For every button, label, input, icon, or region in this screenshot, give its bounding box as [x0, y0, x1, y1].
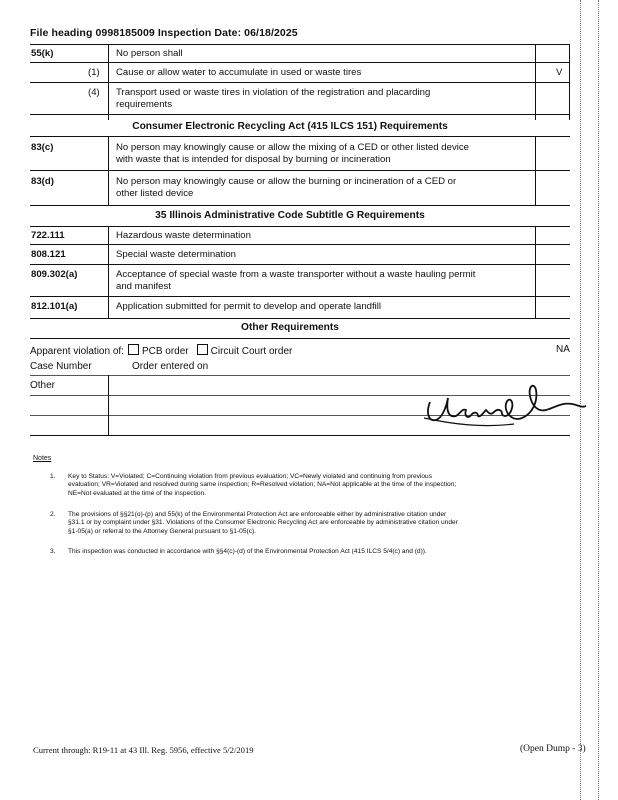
note-line: §31.1 or by complaint under §31. Violations of the Consumer Electronic Recycling Act are enforceable by administrative citation under — [68, 519, 458, 527]
row-text: Cause or allow water to accumulate in used or waste tires — [116, 67, 362, 78]
note-number: 1. — [50, 473, 56, 480]
section-title-ced: Consumer Electronic Recycling Act (415 ILCS 151) Requirements — [132, 121, 448, 132]
rule — [30, 244, 570, 245]
note-line: Key to Status: V=Violated; C=Continuing violation from previous evaluation; VC=Newly violated and continuing from previous — [68, 473, 433, 480]
col-divider — [108, 226, 109, 318]
inspector-signature — [422, 372, 592, 434]
col-divider — [108, 44, 109, 120]
row-text: Application submitted for permit to develop and operate landfill — [116, 301, 382, 312]
note-line: This inspection was conducted in accordance with §§4(c)-(d) of the Environmental Protection Act (415 ILCS 5/4(c) and (d)). — [68, 548, 427, 555]
note-number: 3. — [50, 548, 56, 555]
pcb-order-checkbox[interactable] — [128, 344, 139, 355]
rule — [30, 170, 570, 171]
apparent-violation-label: Apparent violation of: — [30, 346, 124, 357]
other-label: Other — [30, 380, 56, 391]
rule — [30, 318, 570, 319]
row-text: with waste that is intended for disposal by burning or incineration — [116, 154, 391, 165]
section-title-other: Other Requirements — [241, 322, 339, 333]
note-line: NE=Not evaluated at the time of the inspection. — [68, 489, 207, 497]
code-808-121: 808.121 — [31, 249, 66, 260]
rule — [30, 62, 570, 63]
col-divider — [108, 136, 109, 206]
note-number: 2. — [50, 511, 56, 518]
sub-code: (4) — [88, 87, 100, 98]
code-812-101a: 812.101(a) — [31, 301, 78, 312]
rule — [30, 82, 570, 83]
row-text: Transport used or waste tires in violation of the registration and placarding — [116, 87, 431, 98]
code-55k: 55(k) — [31, 48, 54, 59]
circuit-court-label: Circuit Court order — [210, 346, 293, 357]
na-label: NA — [556, 344, 570, 355]
note-line: §1-05(a) or referral to the Attorney General pursuant to §1-05(c). — [68, 527, 257, 535]
rule — [30, 44, 570, 45]
case-number-label: Case Number — [30, 361, 92, 372]
note-line: evaluation; VR=Violated and resolved during same inspection; R=Resolved violation; NA=Not applicable at the time of the inspection; — [68, 481, 457, 489]
col-divider — [535, 136, 536, 206]
col-divider — [535, 44, 536, 120]
rule — [30, 435, 570, 436]
code-809-302a: 809.302(a) — [31, 269, 78, 280]
note-text — [68, 548, 568, 556]
notes-heading: Notes — [33, 455, 52, 462]
section-title-iac: 35 Illinois Administrative Code Subtitle G Requirements — [155, 210, 425, 221]
code-83c: 83(c) — [31, 142, 54, 153]
note-text — [68, 511, 568, 536]
col-divider — [535, 226, 536, 318]
col-divider — [569, 44, 570, 120]
rule — [30, 205, 570, 206]
footer-right: (Open Dump - 3) — [520, 744, 586, 754]
status-cell: V — [556, 67, 563, 78]
apparent-violation-row — [30, 344, 292, 358]
col-divider — [108, 375, 109, 435]
note-text — [68, 473, 558, 498]
circuit-court-checkbox[interactable] — [197, 344, 208, 355]
rule — [30, 264, 570, 265]
row-text: Hazardous waste determination — [116, 230, 251, 241]
order-entered-label: Order entered on — [132, 361, 209, 372]
row-text: and manifest — [116, 281, 171, 292]
scan-edge — [580, 0, 581, 800]
row-text: requirements — [116, 99, 172, 110]
code-83d: 83(d) — [31, 176, 54, 187]
row-text: other listed device — [116, 188, 194, 199]
note-line: The provisions of §§21(o)-(p) and 55(k) of the Environmental Protection Act are enforceable either by administrative citation under — [68, 511, 447, 518]
row-text: No person may knowingly cause or allow the burning or incineration of a CED or — [116, 176, 457, 187]
rule — [30, 114, 570, 115]
code-722-111: 722.111 — [31, 230, 65, 241]
pcb-order-label: PCB order — [141, 346, 189, 357]
rule — [30, 296, 570, 297]
sub-code: (1) — [88, 67, 100, 78]
row-text: No person shall — [116, 48, 183, 59]
row-text: Special waste determination — [116, 249, 236, 260]
rule — [30, 136, 570, 137]
file-heading: File heading 0998185009 Inspection Date: 06/18/2025 — [30, 27, 298, 39]
row-text: Acceptance of special waste from a waste transporter without a waste hauling permit — [116, 269, 476, 280]
rule — [30, 226, 570, 227]
rule — [30, 338, 570, 339]
row-text: No person may knowingly cause or allow the mixing of a CED or other listed device — [116, 142, 470, 153]
footer-left: Current through: R19-11 at 43 Ill. Reg. 5956, effective 5/2/2019 — [33, 745, 254, 755]
scan-edge — [598, 0, 599, 800]
